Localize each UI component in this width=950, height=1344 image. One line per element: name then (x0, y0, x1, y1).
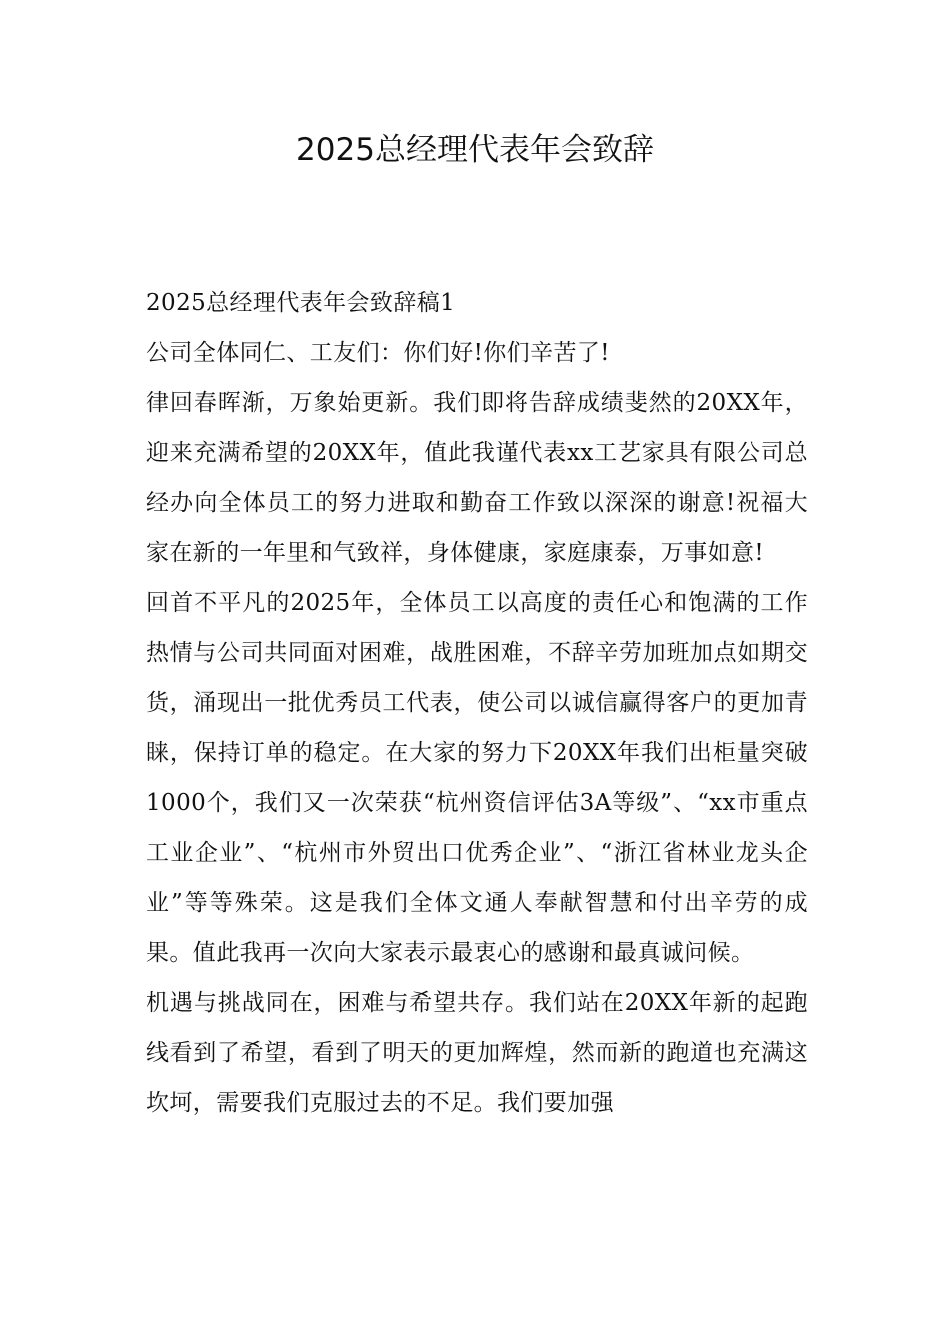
body-paragraph: 回首不平凡的2025年，全体员工以高度的责任心和饱满的工作热情与公司共同面对困难，战胜困难，不辞辛劳加班加点如期交货，涌现出一批优秀员工代表，使公司以诚信赢得客户的更加青睐，保持订单的稳定。在大家的努力下20XX年我们出柜量突破1000个，我们又一次荣获“杭州资信评估3A等级”、“xx市重点工业企业”、“杭州市外贸出口优秀企业”、“浙江省林业龙头企业”等等殊荣。这是我们全体文通人奉献智慧和付出辛劳的成果。值此我再一次向大家表示最衷心的感谢和最真诚问候。 (146, 590, 808, 966)
body-paragraph: 机遇与挑战同在，困难与希望共存。我们站在20XX年新的起跑线看到了希望，看到了明天的更加辉煌，然而新的跑道也充满这坎坷，需要我们克服过去的不足。我们要加强 (146, 990, 808, 1116)
body-paragraph: 律回春晖渐，万象始更新。我们即将告辞成绩斐然的20XX年，迎来充满希望的20XX年，值此我谨代表xx工艺家具有限公司总经办向全体员工的努力进取和勤奋工作致以深深的谢意!祝福大家在新的一年里和气致祥，身体健康，家庭康泰，万事如意! (146, 390, 808, 566)
document-body (146, 278, 808, 1128)
document-title: 2025总经理代表年会致辞 (296, 132, 654, 168)
greeting-paragraph: 公司全体同仁、工友们：你们好!你们辛苦了! (146, 340, 610, 366)
section-heading: 2025总经理代表年会致辞稿1 (146, 290, 456, 316)
